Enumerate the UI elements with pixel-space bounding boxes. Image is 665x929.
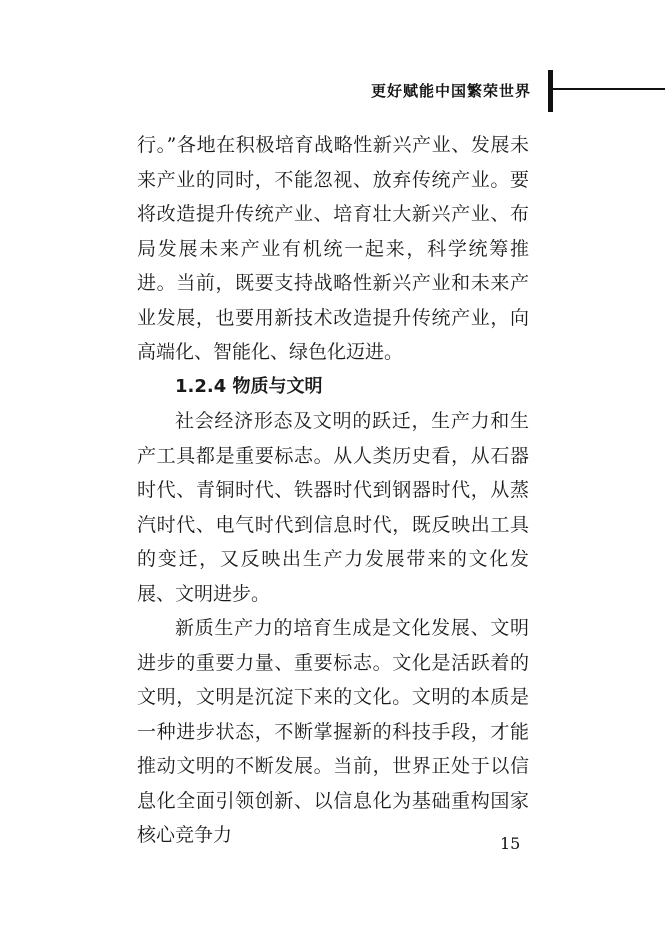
running-header-title: 更好赋能中国繁荣世界 (370, 82, 531, 100)
page-number: 15 (500, 834, 521, 853)
paragraph: 新质生产力的培育生成是文化发展、文明进步的重要力量、重要标志。文化是活跃着的文明，文明是沉淀下来的文化。文明的本质是一种进步状态，不断掌握新的科技手段，才能推动文明的不断发展。当前，世界正处于以信息化全面引领创新、以信息化为基础重构国家核心竞争力 (137, 617, 529, 846)
page-body (137, 128, 529, 853)
section-heading: 1.2.4 物质与文明 (175, 375, 323, 397)
header-vertical-bar (548, 70, 553, 112)
header-horizontal-rule (553, 88, 665, 90)
paragraph-continuation: 行。”各地在积极培育战略性新兴产业、发展未来产业的同时，不能忽视、放弃传统产业。要将改造提升传统产业、培育壮大新兴产业、布局发展未来产业有机统一起来，科学统筹推进。当前，既要支持战略性新兴产业和未来产业发展，也要用新技术改造提升传统产业，向高端化、智能化、绿色化迈进。 (137, 134, 529, 363)
paragraph: 社会经济形态及文明的跃迁，生产力和生产工具都是重要标志。从人类历史看，从石器时代、青铜时代、铁器时代到钢器时代，从蒸汽时代、电气时代到信息时代，既反映出工具的变迁，又反映出生产力发展带来的文化发展、文明进步。 (137, 410, 529, 605)
